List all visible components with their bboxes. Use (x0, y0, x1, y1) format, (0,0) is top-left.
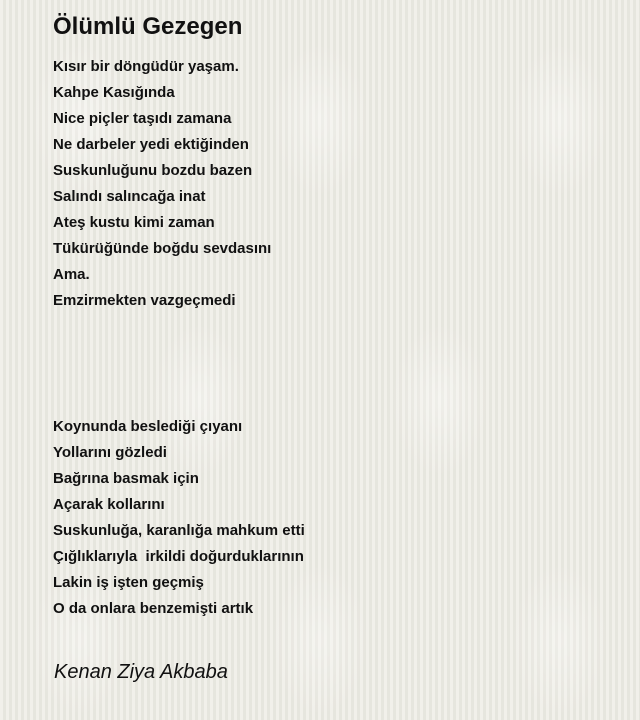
stanza-gap (53, 314, 613, 414)
poem-line: Lakin iş işten geçmiş (53, 574, 204, 591)
poem-line: Koynunda beslediği çıyanı (53, 418, 243, 435)
poem-line: Çığlıklarıyla irkildi doğurduklarının (53, 548, 304, 565)
poem-author: Kenan Ziya Akbaba (54, 661, 228, 683)
poem-line: Ateş kustu kimi zaman (53, 214, 215, 231)
stanza-1 (53, 54, 613, 314)
poem-line: Salındı salıncağa inat (53, 188, 206, 205)
poem-title: Ölümlü Gezegen (53, 13, 243, 40)
poem-line: Tükürüğünde boğdu sevdasını (53, 240, 272, 257)
poem-line: Ama. (53, 266, 90, 283)
poem-line: Nice piçler taşıdı zamana (53, 110, 232, 127)
poem-container (53, 12, 613, 622)
poem-line: Suskunluğa, karanlığa mahkum etti (53, 522, 305, 539)
poem-line: Açarak kollarını (53, 496, 165, 513)
poem-line: Kahpe Kasığında (53, 84, 175, 101)
poem-line: Bağrına basmak için (53, 470, 199, 487)
poem-line: Suskunluğunu bozdu bazen (53, 162, 253, 179)
poem-line: Yollarını gözledi (53, 444, 167, 461)
poem-line: Emzirmekten vazgeçmedi (53, 292, 236, 309)
poem-line: Kısır bir döngüdür yaşam. (53, 58, 239, 75)
poem-line: Ne darbeler yedi ektiğinden (53, 136, 249, 153)
stanza-2 (53, 414, 613, 622)
poem-line: O da onlara benzemişti artık (53, 600, 254, 617)
